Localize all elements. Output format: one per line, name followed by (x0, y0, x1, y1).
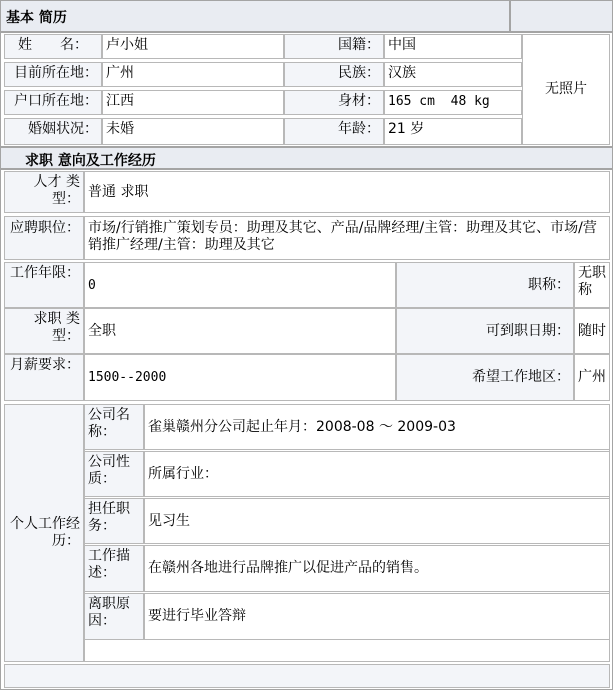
position-value: 市场/行销推广策划专员：助理及其它、产品/品牌经理/主管：助理及其它、市场/营销推广经理/主管：助理及其它 (84, 216, 610, 260)
photo-placeholder (522, 34, 610, 145)
area-label-text: 希望工作地区： (472, 369, 570, 385)
role-label: 担任职务： (84, 498, 144, 544)
body-label: 身材： (284, 90, 384, 115)
nature-label: 公司性质： (84, 451, 144, 497)
title-value: 无职称 (574, 262, 610, 308)
years-label: 工作年限： (4, 262, 84, 308)
start-date-value (574, 308, 610, 354)
talent-type-text: 普通 求职 (88, 183, 149, 200)
job-type-text: 全职 (88, 322, 116, 339)
section-basic-header (0, 0, 510, 32)
ethnicity-value: 汉族 (384, 62, 522, 87)
section-basic-header-side (510, 0, 613, 32)
location-value: 广州 (102, 62, 284, 87)
start-date-text: 随时 (578, 322, 606, 339)
section-basic-title: 基本 简历 (6, 10, 67, 26)
salary-value (84, 354, 396, 401)
leave-reason-value (144, 593, 610, 640)
job-type-value (84, 308, 396, 354)
start-date-label-text: 可到职日期： (486, 322, 570, 339)
hukou-label: 户口所在地： (4, 90, 102, 115)
company-label: 公司名称： (84, 404, 144, 450)
company-text: 雀巢赣州分公司起止年月：2008-08 ～ 2009-03 (148, 418, 456, 435)
area-value (574, 354, 610, 401)
section-intent-title: 求职 意向及工作经历 (25, 153, 156, 169)
nature-text: 所属行业： (148, 465, 218, 482)
years-value (84, 262, 396, 308)
years-text: 0 (88, 277, 96, 293)
role-text: 见习生 (148, 512, 190, 529)
description-text: 在赣州各地进行品牌推广以促进产品的销售。 (148, 560, 428, 576)
title-label-text: 职称： (528, 276, 570, 293)
salary-text: 1500--2000 (88, 370, 167, 385)
marital-label: 婚姻状况： (4, 118, 102, 145)
leave-reason-label: 离职原因： (84, 593, 144, 640)
area-label (396, 354, 574, 401)
empty-row (4, 664, 610, 688)
experience-label (4, 404, 84, 662)
experience-label-text: 个人工作经历： (10, 516, 80, 549)
name-label: 姓 名： (4, 34, 102, 59)
salary-label: 月薪要求： (4, 354, 84, 401)
age-value: 21 岁 (384, 118, 522, 145)
name-value: 卢小姐 (102, 34, 284, 59)
nationality-label: 国籍： (284, 34, 384, 59)
description-label: 工作描述： (84, 545, 144, 592)
section-intent-header (0, 147, 613, 169)
nationality-value: 中国 (384, 34, 522, 59)
area-text: 广州 (578, 369, 606, 385)
ethnicity-label: 民族： (284, 62, 384, 87)
photo-placeholder-text: 无照片 (545, 81, 587, 97)
talent-type-label: 人才 类型： (4, 171, 84, 213)
position-label: 应聘职位： (4, 216, 84, 260)
start-date-label (396, 308, 574, 354)
hukou-value: 江西 (102, 90, 284, 115)
role-value (144, 498, 610, 544)
location-label: 目前所在地： (4, 62, 102, 87)
marital-value: 未婚 (102, 118, 284, 145)
leave-reason-text: 要进行毕业答辩 (148, 608, 246, 624)
description-value (144, 545, 610, 592)
job-type-label: 求职 类型： (4, 308, 84, 354)
nature-value (144, 451, 610, 497)
body-value: 165 cm 48 kg (384, 90, 522, 115)
company-value (144, 404, 610, 450)
talent-type-value (84, 171, 610, 213)
title-label (396, 262, 574, 308)
age-label: 年龄： (284, 118, 384, 145)
